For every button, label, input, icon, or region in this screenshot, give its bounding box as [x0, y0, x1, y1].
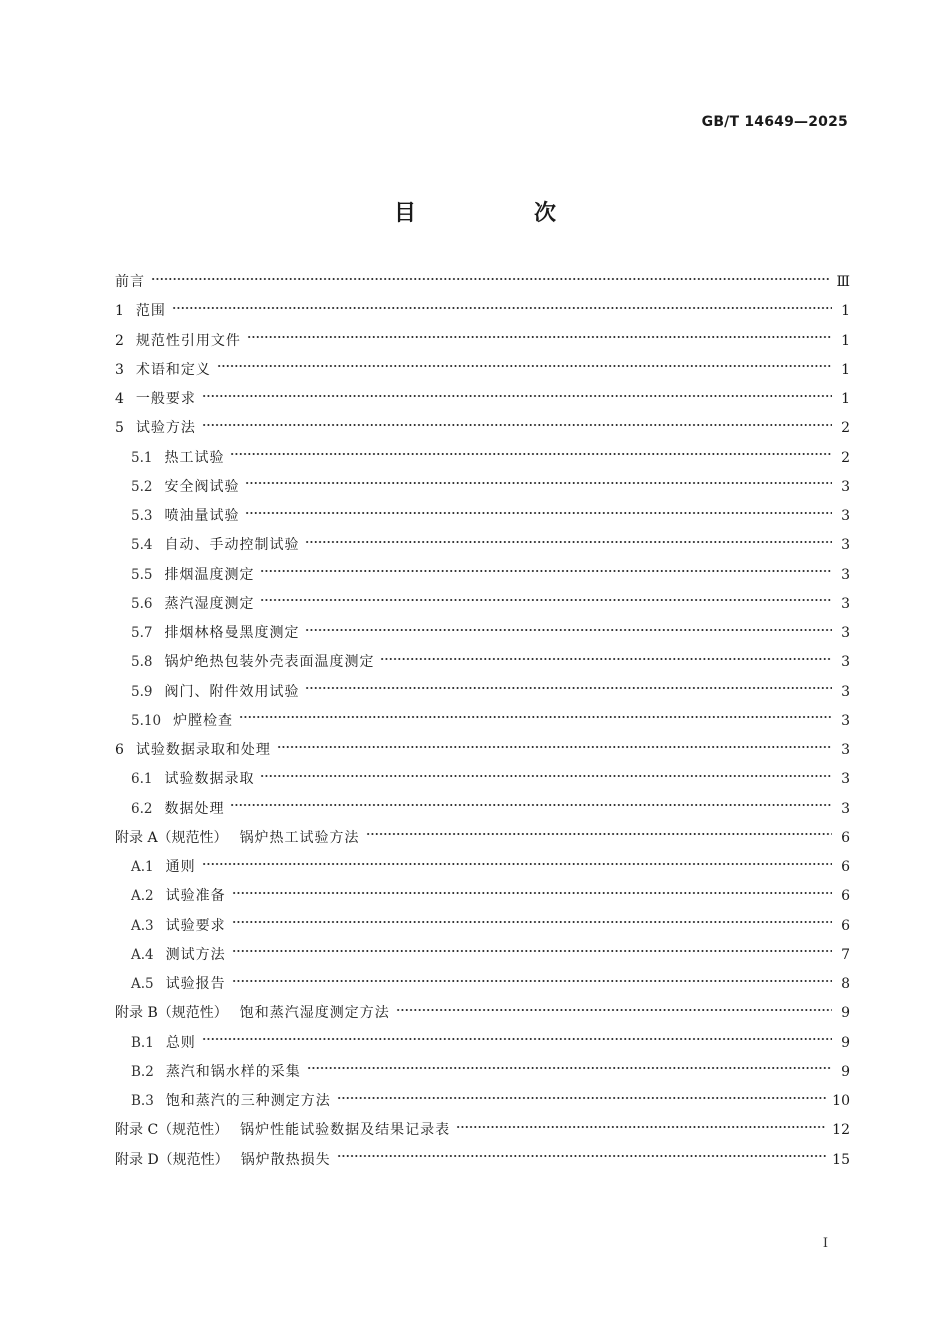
- toc-entry[interactable]: [115, 297, 850, 326]
- toc-entry-page: 8: [841, 976, 850, 992]
- toc-dot-leader: [305, 629, 832, 631]
- toc-entry-page: 3: [841, 742, 850, 758]
- toc-entry-number: 附录 B（规范性）: [115, 1005, 228, 1022]
- toc-entry-title: 规范性引用文件: [135, 332, 241, 349]
- toc-entry-page: 2: [841, 449, 850, 466]
- toc-entry-page: 3: [841, 508, 850, 524]
- toc-entry-title: 锅炉性能试验数据及结果记录表: [240, 1122, 451, 1139]
- toc-entry[interactable]: [115, 531, 850, 560]
- toc-entry-page: 3: [841, 771, 850, 788]
- toc-entry-title: 锅炉绝热包装外壳表面温度测定: [164, 654, 375, 671]
- toc-entry-page: 6: [841, 917, 850, 934]
- toc-dot-leader: [232, 921, 832, 923]
- toc-entry-title: 排烟林格曼黑度测定: [164, 625, 300, 641]
- toc-entry-number: B.1: [131, 1034, 154, 1051]
- toc-entry-page: 3: [841, 625, 850, 641]
- toc-entry-page: 10: [832, 1093, 850, 1109]
- toc-entry-title: 试验准备: [165, 888, 226, 905]
- toc-entry-number: 5: [115, 420, 124, 437]
- toc-entry-title: 试验报告: [165, 976, 226, 992]
- toc-entry[interactable]: [115, 795, 850, 824]
- toc-dot-leader: [260, 570, 832, 572]
- toc-entry-title: 热工试验: [164, 449, 225, 466]
- toc-entry-page: 3: [841, 478, 850, 495]
- toc-entry[interactable]: [115, 356, 850, 385]
- toc-dot-leader: [232, 950, 832, 952]
- toc-dot-leader: [305, 541, 832, 543]
- toc-dot-leader: [366, 833, 832, 835]
- toc-entry-title: 术语和定义: [135, 361, 211, 378]
- toc-entry-number: 2: [115, 332, 124, 349]
- toc-entry-number: 附录 C（规范性）: [115, 1122, 229, 1139]
- toc-dot-leader: [260, 775, 832, 777]
- toc-entry-title: 锅炉散热损失: [240, 1151, 331, 1168]
- toc-dot-leader: [232, 980, 832, 982]
- toc-entry[interactable]: [115, 941, 850, 970]
- toc-entry-page: 3: [841, 800, 850, 817]
- toc-entry[interactable]: [115, 473, 850, 502]
- toc-dot-leader: [172, 307, 832, 309]
- toc-entry-page: 12: [832, 1122, 850, 1139]
- toc-dot-leader: [247, 336, 832, 338]
- toc-entry-number: 5.8: [131, 654, 153, 671]
- toc-dot-leader: [307, 1067, 832, 1069]
- toc-entry-number: 6.1: [131, 771, 153, 788]
- toc-entry[interactable]: [115, 414, 850, 443]
- toc-entry-title: 喷油量试验: [164, 508, 240, 524]
- toc-entry[interactable]: [115, 1058, 850, 1087]
- toc-dot-leader: [245, 512, 832, 514]
- toc-entry[interactable]: [115, 853, 850, 882]
- toc-dot-leader: [396, 1009, 832, 1011]
- toc-entry-page: 7: [841, 946, 850, 963]
- toc-entry[interactable]: [115, 999, 850, 1028]
- toc-entry-number: 4: [115, 391, 124, 407]
- toc-entry[interactable]: [115, 444, 850, 473]
- toc-entry-page: 1: [841, 303, 850, 320]
- toc-entry[interactable]: [115, 590, 850, 619]
- toc-entry-page: 9: [841, 1005, 850, 1022]
- toc-dot-leader: [151, 278, 830, 280]
- toc-entry[interactable]: [115, 1116, 850, 1145]
- toc-entry-title: 蒸汽和锅水样的采集: [165, 1063, 301, 1080]
- toc-entry-page: 9: [841, 1063, 850, 1080]
- toc-entry-page: 1: [841, 332, 850, 349]
- toc-dot-leader: [217, 365, 832, 367]
- toc-entry[interactable]: [115, 707, 850, 736]
- toc-dot-leader: [232, 892, 832, 894]
- toc-entry[interactable]: [115, 327, 850, 356]
- toc-entry-number: 6.2: [131, 800, 153, 817]
- toc-entry-title: 自动、手动控制试验: [164, 537, 300, 554]
- toc-entry-number: A.2: [131, 888, 154, 905]
- toc-entry-title: 炉膛检查: [173, 712, 234, 729]
- toc-entry-title: 安全阀试验: [164, 478, 240, 495]
- toc-entry-number: 5.1: [131, 449, 153, 466]
- toc-entry-title: 范围: [135, 303, 166, 320]
- page-title: 目 次: [393, 201, 604, 226]
- toc-entry[interactable]: [115, 1146, 850, 1175]
- toc-entry-number: 附录 D（规范性）: [115, 1151, 229, 1168]
- page-number: Ⅰ: [822, 1236, 828, 1251]
- toc-entry[interactable]: [115, 678, 850, 707]
- toc-entry-title: 前言: [115, 274, 145, 290]
- toc-entry-title: 饱和蒸汽的三种测定方法: [165, 1093, 331, 1109]
- toc-entry-title: 一般要求: [135, 391, 196, 407]
- toc-entry[interactable]: [115, 1087, 850, 1116]
- table-of-contents: [115, 268, 850, 1175]
- toc-entry-page: 3: [841, 712, 850, 729]
- toc-dot-leader: [239, 716, 832, 718]
- toc-entry-page: 3: [841, 683, 850, 700]
- toc-entry[interactable]: [115, 970, 850, 999]
- toc-dot-leader: [202, 1038, 832, 1040]
- toc-dot-leader: [202, 424, 832, 426]
- toc-entry-page: 3: [841, 654, 850, 671]
- toc-entry[interactable]: [115, 502, 850, 531]
- toc-entry[interactable]: [115, 824, 850, 853]
- toc-entry-page: 6: [841, 888, 850, 905]
- toc-entry-number: A.3: [131, 917, 154, 934]
- toc-entry-page: 3: [841, 566, 850, 583]
- toc-dot-leader: [230, 453, 832, 455]
- toc-entry-title: 总则: [165, 1034, 196, 1051]
- toc-entry[interactable]: [115, 765, 850, 794]
- toc-entry-number: 5.9: [131, 683, 153, 700]
- toc-entry-number: 1: [115, 303, 124, 320]
- toc-dot-leader: [277, 746, 832, 748]
- toc-entry-number: 附录 A（规范性）: [115, 829, 228, 846]
- toc-entry[interactable]: [115, 619, 850, 648]
- toc-entry-number: 3: [115, 361, 124, 378]
- toc-entry-number: 5.5: [131, 566, 153, 583]
- toc-entry-number: A.1: [131, 859, 154, 875]
- toc-entry-page: Ⅲ: [836, 274, 850, 290]
- toc-dot-leader: [260, 599, 832, 601]
- toc-entry-page: 15: [832, 1151, 850, 1168]
- toc-dot-leader: [337, 1097, 826, 1099]
- toc-entry-page: 3: [841, 595, 850, 612]
- toc-entry-page: 1: [841, 361, 850, 378]
- toc-dot-leader: [456, 1126, 826, 1128]
- toc-entry-title: 锅炉热工试验方法: [239, 829, 360, 846]
- toc-dot-leader: [337, 1155, 826, 1157]
- toc-dot-leader: [305, 687, 832, 689]
- toc-entry-number: A.4: [131, 946, 154, 963]
- toc-dot-leader: [230, 804, 832, 806]
- toc-entry-title: 试验数据录取和处理: [135, 742, 271, 758]
- toc-entry[interactable]: [115, 561, 850, 590]
- toc-entry-number: 5.7: [131, 625, 153, 641]
- toc-entry[interactable]: [115, 268, 850, 297]
- toc-dot-leader: [380, 658, 832, 660]
- toc-entry[interactable]: [115, 912, 850, 941]
- toc-entry-number: 5.2: [131, 478, 153, 495]
- toc-entry-title: 试验要求: [165, 917, 226, 934]
- toc-entry-title: 阀门、附件效用试验: [164, 683, 300, 700]
- toc-entry-page: 6: [841, 829, 850, 846]
- toc-entry-title: 试验数据录取: [164, 771, 255, 788]
- toc-entry-title: 测试方法: [165, 946, 226, 963]
- toc-entry-title: 数据处理: [164, 800, 225, 817]
- toc-entry-number: B.2: [131, 1063, 154, 1080]
- toc-entry-title: 饱和蒸汽湿度测定方法: [239, 1005, 390, 1022]
- toc-entry-title: 试验方法: [135, 420, 196, 437]
- toc-entry-page: 9: [841, 1034, 850, 1051]
- toc-entry[interactable]: [115, 385, 850, 414]
- toc-entry-page: 6: [841, 859, 850, 875]
- toc-entry[interactable]: [115, 882, 850, 911]
- toc-entry-number: A.5: [131, 976, 154, 992]
- toc-entry-number: 5.10: [131, 712, 162, 729]
- toc-entry[interactable]: [115, 648, 850, 677]
- toc-entry-page: 3: [841, 537, 850, 554]
- toc-entry-title: 蒸汽湿度测定: [164, 595, 255, 612]
- toc-entry-page: 2: [841, 420, 850, 437]
- toc-entry[interactable]: [115, 1029, 850, 1058]
- toc-entry-page: 1: [841, 391, 850, 407]
- toc-entry-title: 通则: [165, 859, 196, 875]
- toc-entry-number: 5.6: [131, 595, 153, 612]
- toc-entry[interactable]: [115, 736, 850, 765]
- toc-entry-number: 5.3: [131, 508, 153, 524]
- toc-dot-leader: [202, 395, 832, 397]
- standard-number: GB/T 14649—2025: [701, 114, 848, 130]
- toc-entry-title: 排烟温度测定: [164, 566, 255, 583]
- toc-entry-number: 6: [115, 742, 124, 758]
- toc-entry-number: B.3: [131, 1093, 154, 1109]
- toc-dot-leader: [245, 482, 832, 484]
- toc-dot-leader: [202, 863, 832, 865]
- toc-entry-number: 5.4: [131, 537, 153, 554]
